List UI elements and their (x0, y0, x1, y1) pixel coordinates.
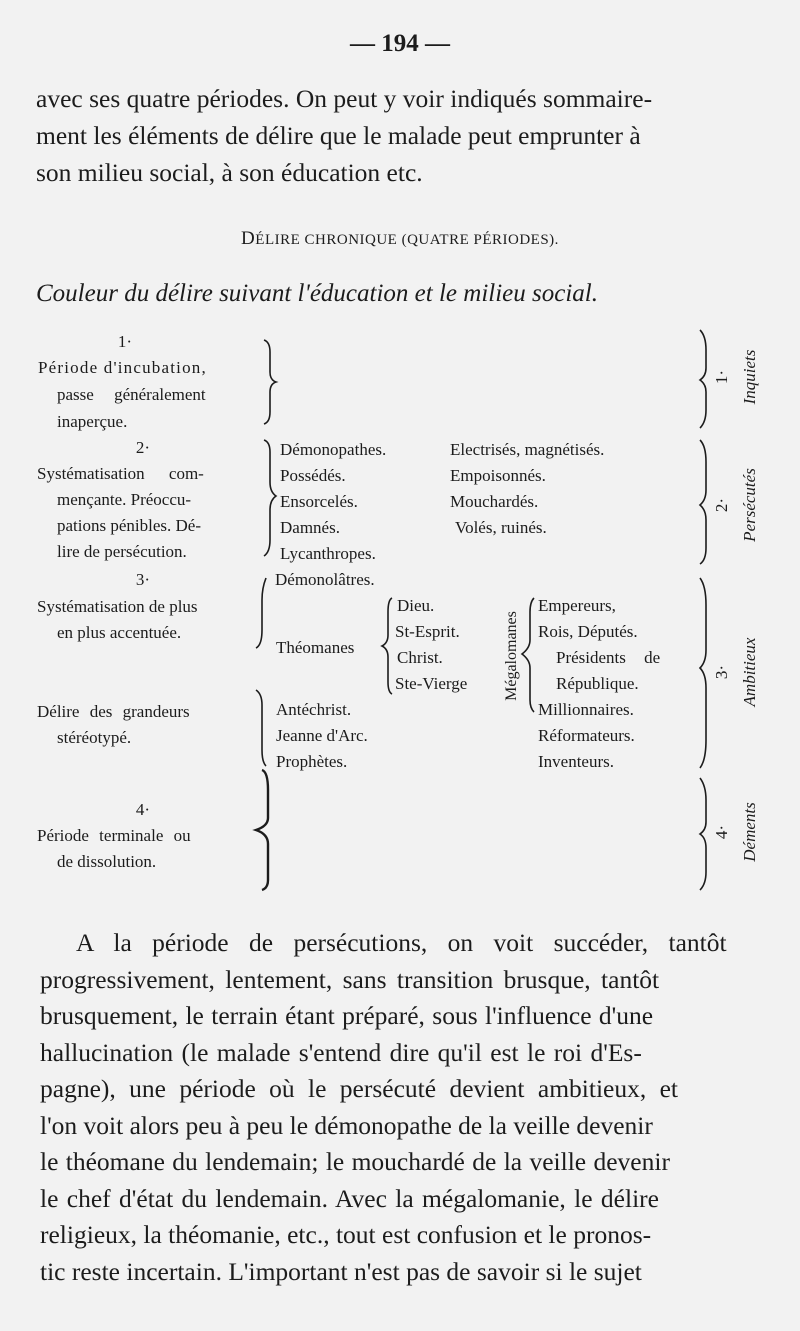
theomane-item: Dieu. (397, 596, 435, 615)
period-2-line: lire de persécution. (57, 542, 187, 561)
body-line: tic reste incertain. L'important n'est pas de savoir si le sujet (40, 1256, 642, 1286)
delusion-type: Démonopathes. (280, 440, 387, 459)
brace (264, 440, 276, 556)
period-4-line: de dissolution. (57, 852, 157, 871)
megalomane-item: Empereurs, (538, 596, 616, 615)
period-3-number: 3· (135, 570, 151, 589)
body-line: pagne), une période où le persécuté devient ambitieux, et (40, 1074, 679, 1103)
table-subheading: Couleur du délire suivant l'éducation et le milieu social. (36, 280, 598, 307)
period-2-line: Systématisation com- (37, 464, 204, 483)
period-4-line: Période terminale ou (37, 826, 191, 845)
category-number: 4· (712, 824, 731, 840)
body-paragraph (40, 925, 764, 1290)
category-number: 2· (712, 497, 731, 513)
theomane-item: Ste-Vierge (395, 674, 468, 693)
body-line: l'on voit alors peu à peu le démonopathe de la veille devenir (40, 1110, 653, 1140)
period-3b-line: stéréotypé. (57, 728, 132, 747)
brace (256, 770, 268, 890)
category-number: 3· (712, 664, 731, 680)
period-1-line: inaperçue. (57, 412, 128, 431)
heading-initial: D (241, 228, 256, 249)
body-line: brusquement, le terrain étant préparé, sous l'influence d'une (40, 1001, 654, 1030)
period-2-number: 2· (135, 438, 151, 457)
intro-line: son milieu social, à son éducation etc. (36, 158, 423, 187)
megalomane-item: République. (556, 674, 639, 693)
body-line: le théomane du lendemain; le mouchardé de la veille devenir (40, 1147, 670, 1176)
delusion-type: Volés, ruinés. (455, 518, 547, 537)
megalomane-item: Millionnaires. (538, 700, 634, 719)
body-line: hallucination (le malade s'entend dire qu'il est le roi d'Es- (40, 1037, 642, 1067)
brace (264, 340, 276, 424)
delusion-type: Démonolâtres. (275, 570, 375, 589)
theomanes-label: Théomanes (276, 638, 355, 657)
delusion-type: Electrisés, magnétisés. (450, 440, 605, 459)
theomane-item: Christ. (397, 648, 443, 667)
category-label-text: Inquiets (740, 349, 759, 405)
body-line: A la période de persécutions, on voit succéder, tantôt (76, 928, 727, 957)
category-label-text: Persécutés (740, 468, 759, 542)
period-1-line: Période d'incubation, (38, 358, 207, 377)
brace (700, 778, 706, 890)
body-line: progressivement, lentement, sans transition brusque, tantôt (40, 964, 660, 994)
intro-line: ment les éléments de délire que le malade peut emprunter à (36, 121, 641, 150)
period-3b-line: Délire des grandeurs (37, 702, 190, 721)
period-2-line: mençante. Préoccu- (57, 490, 192, 509)
brace (700, 440, 706, 564)
delusion-type: Mouchardés. (450, 492, 539, 511)
brace (256, 578, 266, 648)
megalomanes-label: Mégalomanes (503, 611, 520, 701)
category-label-text: Ambitieux (740, 637, 759, 707)
megalomane-item: Réformateurs. (538, 726, 635, 745)
body-line: religieux, la théomanie, etc., tout est confusion et le pronos- (40, 1220, 652, 1249)
period-2-line: pations pénibles. Dé- (57, 516, 201, 535)
intro-line: avec ses quatre périodes. On peut y voir indiqués sommaire- (36, 84, 653, 113)
period-1-number: 1· (117, 332, 133, 351)
brace (522, 598, 534, 712)
delusion-type: Possédés. (280, 466, 346, 485)
brace (700, 578, 706, 768)
megalomane-item: Rois, Députés. (538, 622, 638, 641)
delusion-type: Prophètes. (276, 752, 348, 771)
megalomane-item: Inventeurs. (538, 752, 615, 771)
page-number: — 194 — (350, 30, 450, 57)
category-number: 1· (712, 369, 731, 385)
period-3-line: Systématisation de plus (37, 597, 198, 616)
brace (700, 330, 706, 428)
body-line: le chef d'état du lendemain. Avec la mégalomanie, le délire (40, 1183, 659, 1213)
megalomane-item: Présidents de (556, 648, 661, 667)
delusion-type: Empoisonnés. (450, 466, 546, 485)
delusion-type: Lycanthropes. (280, 544, 376, 563)
period-3-line: en plus accentuée. (57, 623, 182, 642)
period-1-line: passe généralement (57, 385, 206, 404)
period-4-number: 4· (135, 800, 151, 819)
brace (382, 598, 392, 694)
brace (256, 690, 266, 766)
delusion-type: Ensorcelés. (280, 492, 358, 511)
heading-rest: ÉLIRE CHRONIQUE (QUATRE PÉRIODES). (255, 232, 559, 248)
delusion-type: Antéchrist. (276, 700, 352, 719)
theomane-item: St-Esprit. (395, 622, 460, 641)
category-label-text: Déments (740, 802, 759, 862)
delusion-type: Damnés. (280, 518, 340, 537)
delusion-type: Jeanne d'Arc. (276, 726, 368, 745)
